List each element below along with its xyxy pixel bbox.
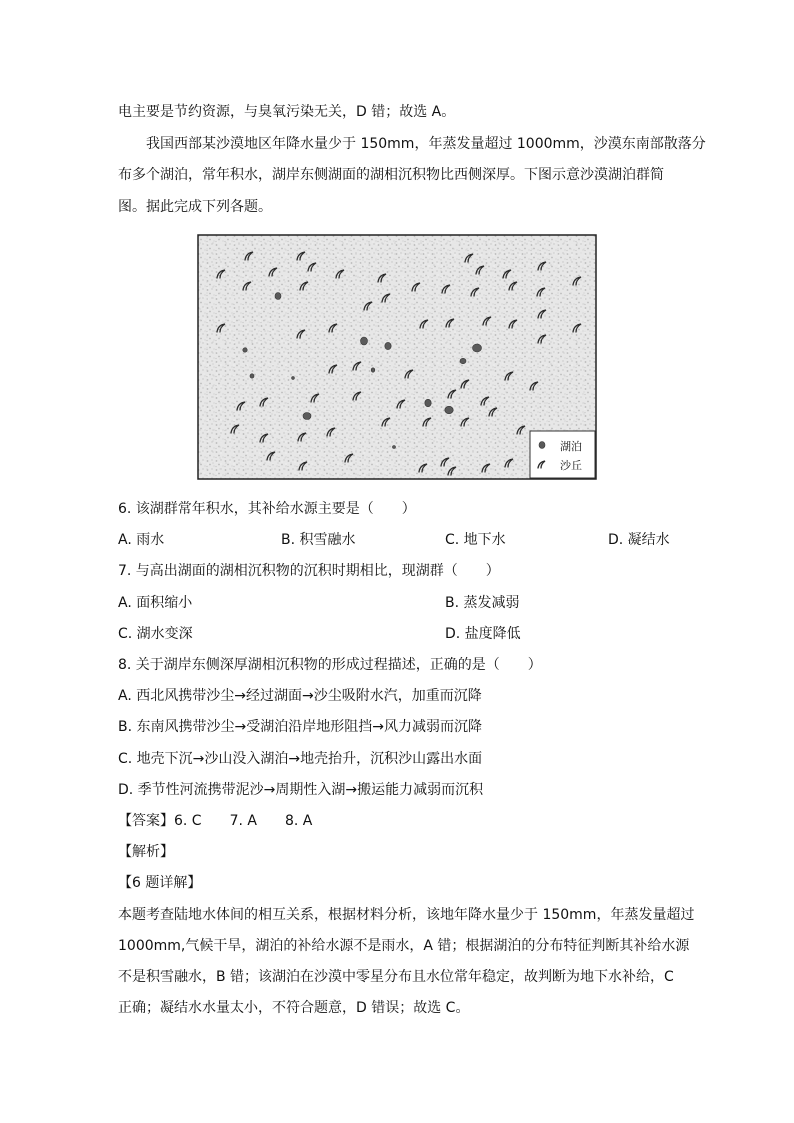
q6-option-c: C. 地下水 — [445, 532, 506, 548]
q8-stem: 8. 关于湖岸东侧深厚湖相沉积物的形成过程描述，正确的是（ ） — [118, 657, 542, 673]
q7-option-c: C. 湖水变深 — [118, 626, 193, 642]
q8-option-c: C. 地壳下沉→沙山没入湖泊→地壳抬升，沉积沙山露出水面 — [118, 751, 483, 767]
q7-option-d: D. 盐度降低 — [445, 626, 521, 642]
q7-option-b: B. 蒸发减弱 — [445, 595, 520, 611]
legend-dune-label: 沙丘 — [560, 459, 582, 472]
lake-icon — [243, 348, 247, 352]
answer-label: 【答案】 — [118, 813, 174, 829]
lake-icon — [250, 374, 254, 378]
intro-line-4: 图。据此完成下列各题。 — [118, 199, 272, 215]
intro-line-1: 电主要是节约资源，与臭氧污染无关，D 错；故选 A。 — [118, 104, 456, 120]
lake-icon — [292, 377, 295, 380]
q8-option-b: B. 东南风携带沙尘→受湖泊沿岸地形阻挡→风力减弱而沉降 — [118, 719, 482, 735]
lake-icon — [303, 413, 311, 420]
legend-lake-label: 湖泊 — [560, 440, 582, 453]
lake-icon — [425, 399, 431, 406]
answer-text: 6. C 7. A 8. A — [174, 813, 313, 829]
lake-icon — [361, 337, 368, 345]
analysis-line-4: 正确；凝结水水量太小，不符合题意，D 错误；故选 C。 — [118, 1000, 470, 1016]
legend-lake-icon — [539, 442, 545, 449]
analysis-sub-label: 【6 题详解】 — [118, 875, 202, 891]
lake-icon — [393, 446, 396, 449]
desert-lake-map — [197, 234, 597, 480]
q6-option-d: D. 凝结水 — [608, 532, 670, 548]
q6-option-b: B. 积雪融水 — [281, 532, 356, 548]
lake-icon — [460, 358, 466, 363]
q6-stem: 6. 该湖群常年积水，其补给水源主要是（ ） — [118, 501, 416, 517]
analysis-line-3: 不是积雪融水，B 错；该湖泊在沙漠中零星分布且水位常年稳定，故判断为地下水补给，C — [118, 969, 674, 985]
intro-line-3: 布多个湖泊，常年积水，湖岸东侧湖面的湖相沉积物比西侧深厚。下图示意沙漠湖泊群简 — [118, 167, 664, 183]
analysis-label: 【解析】 — [118, 844, 174, 860]
analysis-line-1: 本题考查陆地水体间的相互关系，根据材料分析，该地年降水量少于 150mm，年蒸发量超过 — [118, 907, 695, 923]
lake-icon — [275, 293, 281, 300]
q7-option-a: A. 面积缩小 — [118, 595, 193, 611]
lake-icon — [371, 368, 375, 372]
intro-line-2: 我国西部某沙漠地区年降水量少于 150mm，年蒸发量超过 1000mm，沙漠东南部散落分 — [146, 136, 706, 152]
q6-option-a: A. 雨水 — [118, 532, 165, 548]
lake-icon — [473, 344, 482, 352]
answer-line — [118, 811, 676, 831]
analysis-line-2: 1000mm,气候干旱，湖泊的补给水源不是雨水，A 错；根据湖泊的分布特征判断其补给水源 — [118, 938, 690, 954]
q8-option-a: A. 西北风携带沙尘→经过湖面→沙尘吸附水汽，加重而沉降 — [118, 688, 482, 704]
q8-option-d: D. 季节性河流携带泥沙→周期性入湖→搬运能力减弱而沉积 — [118, 782, 484, 798]
lake-icon — [445, 406, 453, 413]
q7-stem: 7. 与高出湖面的湖相沉积物的沉积时期相比，现湖群（ ） — [118, 563, 500, 579]
lake-icon — [385, 342, 391, 349]
